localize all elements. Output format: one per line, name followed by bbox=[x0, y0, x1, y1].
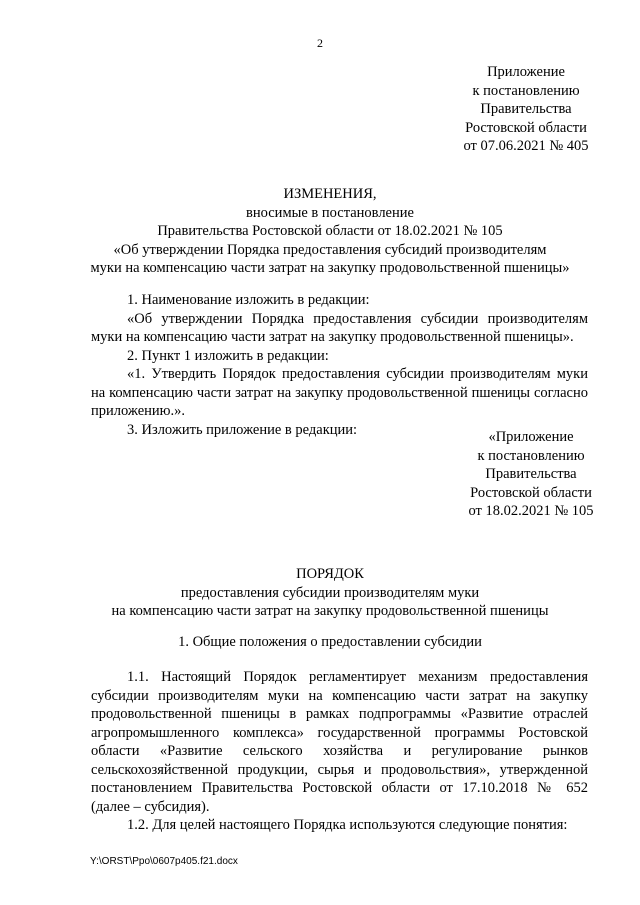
body-line: (далее – субсидия). bbox=[91, 798, 210, 815]
appendix-header-line: к постановлению bbox=[472, 82, 580, 99]
appendix-header-2-line: Ростовской области bbox=[470, 484, 592, 501]
section-heading: 1. Общие положения о предоставлении субсидии bbox=[178, 634, 482, 650]
body-line: продовольственной пшеницы в рамках подпрограммы «Развитие отраслей bbox=[91, 706, 588, 722]
appendix-header-2 bbox=[446, 428, 616, 521]
appendix-header-2-line: Правительства bbox=[485, 466, 577, 482]
changes-line: «Об утверждении Порядка предоставления субсидии производителям bbox=[127, 310, 588, 327]
changes-title-line: муки на компенсацию части затрат на закупку продовольственной пшеницы» bbox=[90, 260, 570, 276]
appendix-header-line: Правительства bbox=[480, 101, 572, 117]
appendix-header-line: Ростовской области bbox=[465, 119, 587, 136]
body-line: области «Развитие сельского хозяйства и регулирование рынков bbox=[91, 743, 588, 759]
appendix-header bbox=[446, 63, 606, 156]
changes-line: 2. Пункт 1 изложить в редакции: bbox=[127, 347, 329, 364]
appendix-header-line: от 07.06.2021 № 405 bbox=[463, 138, 589, 154]
body-line: постановлением Правительства Ростовской области от 17.10.2018 № 652 bbox=[91, 780, 588, 796]
changes-title-line: вносимые в постановление bbox=[246, 204, 414, 221]
changes-line: на компенсацию части затрат на закупку продовольственной пшеницы согласно bbox=[91, 384, 588, 401]
changes-line: приложению.». bbox=[91, 403, 186, 419]
appendix-header-2-line: «Приложение bbox=[488, 429, 574, 445]
body-line: агропромышленного комплекса» государственной программы Ростовской bbox=[91, 724, 588, 741]
appendix-header-2-line: от 18.02.2021 № 105 bbox=[468, 503, 594, 519]
changes-line: 3. Изложить приложение в редакции: bbox=[127, 421, 358, 438]
appendix-header-line: Приложение bbox=[487, 64, 565, 80]
body-line: субсидии производителям муки на компенсацию части затрат на закупку bbox=[91, 687, 588, 704]
changes-line: «1. Утвердить Порядок предоставления субсидии производителям муки bbox=[127, 366, 588, 382]
changes-title bbox=[60, 185, 600, 278]
changes-title-line: ИЗМЕНЕНИЯ, bbox=[283, 186, 377, 202]
body-text bbox=[91, 668, 588, 835]
changes-title-line: «Об утверждении Порядка предоставления субсидий производителям bbox=[113, 241, 547, 258]
page-number: 2 bbox=[317, 36, 323, 50]
changes-line: муки на компенсацию части затрат на закупку продовольственной пшеницы». bbox=[91, 329, 574, 345]
changes-list bbox=[91, 291, 588, 439]
body-line: 1.1. Настоящий Порядок регламентирует механизм предоставления bbox=[127, 669, 588, 685]
footer-file-path: Y:\ORST\Ppo\0607p405.f21.docx bbox=[90, 856, 238, 867]
changes-title-line: Правительства Ростовской области от 18.02.2021 № 105 bbox=[157, 223, 503, 239]
order-title-line: ПОРЯДОК bbox=[296, 566, 364, 582]
body-line: сельскохозяйственной продукции, сырья и продовольствия», утвержденной bbox=[91, 761, 588, 778]
order-title bbox=[60, 565, 600, 621]
order-title-line: предоставления субсидии производителям муки bbox=[180, 584, 480, 601]
body-line: 1.2. Для целей настоящего Порядка используются следующие понятия: bbox=[127, 817, 568, 833]
appendix-header-2-line: к постановлению bbox=[477, 447, 585, 464]
changes-line: 1. Наименование изложить в редакции: bbox=[127, 292, 370, 308]
order-title-line: на компенсацию части затрат на закупку продовольственной пшеницы bbox=[111, 603, 549, 619]
